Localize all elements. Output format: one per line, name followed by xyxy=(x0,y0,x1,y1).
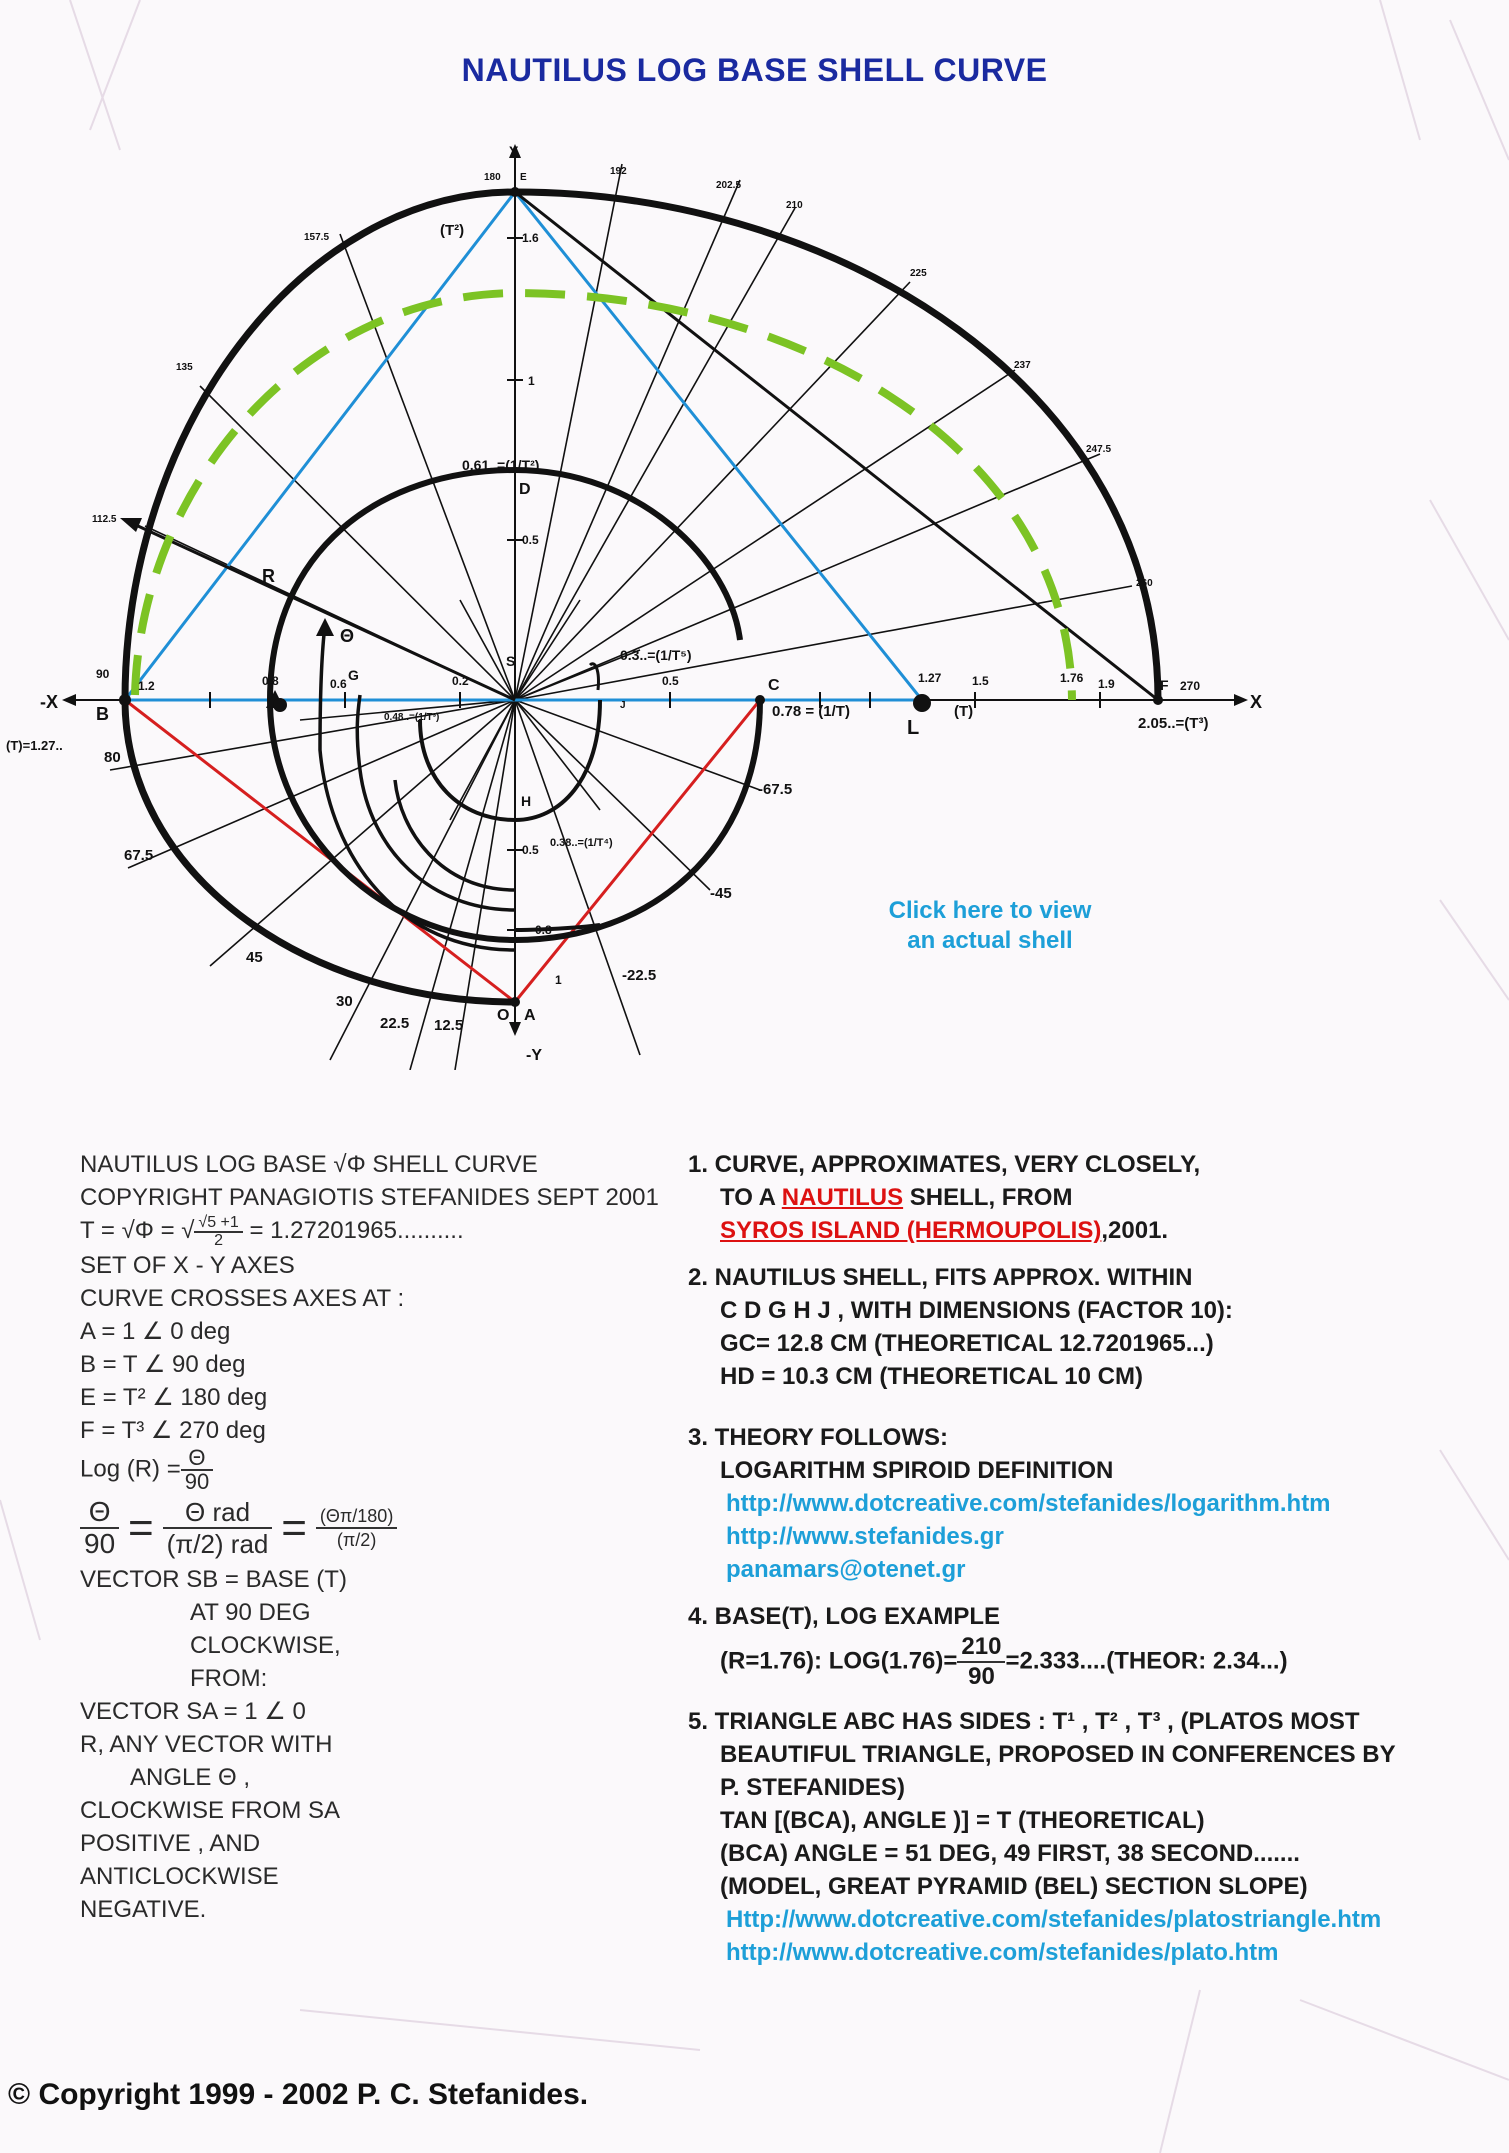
x-tick-1.5: 1.5 xyxy=(972,674,989,688)
right-text-column xyxy=(688,1148,1488,1983)
point-c: C xyxy=(768,677,780,694)
logarithm-link[interactable]: http://www.dotcreative.com/stefanides/logarithm.htm xyxy=(726,1490,1331,1517)
angle-180: 180 xyxy=(484,172,501,183)
angle-135: 135 xyxy=(176,362,193,373)
item-5-line-5: (BCA) ANGLE = 51 DEG, 49 FIRST, 38 SECOND....... xyxy=(720,1840,1300,1867)
left-line-17: R, ANY VECTOR WITH xyxy=(80,1730,333,1758)
x-axis-label: X xyxy=(1250,692,1263,712)
r-label: R xyxy=(262,566,275,586)
angle-neg-67.5: -67.5 xyxy=(758,781,793,798)
eq1-denominator: 90 xyxy=(84,1527,116,1559)
eq-sign-2: = xyxy=(281,1503,307,1553)
log-example-denominator: 90 xyxy=(968,1663,995,1690)
view-shell-link-line2[interactable]: an actual shell xyxy=(907,927,1073,954)
angle-neg-45: -45 xyxy=(710,885,732,902)
t-value: = 1.27201965.......... xyxy=(242,1217,464,1244)
view-shell-link[interactable] xyxy=(860,896,1120,956)
left-line-12: VECTOR SB = BASE (T) xyxy=(80,1565,347,1593)
y-tick-1.6: 1.6 xyxy=(522,231,539,245)
y-axis-label: Y xyxy=(509,143,519,159)
item-2-line-2: C D G H J , WITH DIMENSIONS (FACTOR 10): xyxy=(720,1297,1233,1324)
item-3 xyxy=(688,1421,1488,1586)
angle-260: 260 xyxy=(1136,578,1153,589)
item-1-line-1: 1. CURVE, APPROXIMATES, VERY CLOSELY, xyxy=(688,1151,1201,1178)
blue-triangle xyxy=(125,192,922,700)
angle-30: 30 xyxy=(336,993,353,1010)
t-left-label: (T)=1.27.. xyxy=(6,738,63,753)
log-r-denominator: 90 xyxy=(184,1468,210,1494)
log-example-numerator: 210 xyxy=(957,1633,1005,1663)
left-line-1: NAUTILUS LOG BASE √Φ SHELL CURVE xyxy=(80,1151,538,1178)
x-tick-0.8: 0.8 xyxy=(262,674,279,688)
left-line-4: SET OF X - Y AXES xyxy=(80,1251,295,1279)
left-line-10 xyxy=(80,1444,680,1494)
point-j: J xyxy=(620,700,626,711)
item-5 xyxy=(688,1705,1488,1969)
email-link[interactable]: panamars@otenet.gr xyxy=(726,1556,966,1583)
t2-label: (T²) xyxy=(440,222,465,239)
left-line-6: A = 1 ∠ 0 deg xyxy=(80,1317,231,1345)
angle-210: 210 xyxy=(786,200,803,211)
angle-22.5: 22.5 xyxy=(380,1015,410,1032)
item-2-line-4: HD = 10.3 CM (THEORETICAL 10 CM) xyxy=(720,1363,1143,1390)
angle-157.5: 157.5 xyxy=(304,232,330,243)
eq3-denominator: (π/2) xyxy=(336,1529,377,1550)
angle-202.5: 202.5 xyxy=(716,180,742,191)
log-r-numerator: Θ xyxy=(181,1447,213,1471)
theta-label: Θ xyxy=(340,626,355,646)
item-5-line-6: (MODEL, GREAT PYRAMID (BEL) SECTION SLOPE) xyxy=(720,1873,1308,1900)
item-5-line-2: BEAUTIFUL TRIANGLE, PROPOSED IN CONFERENCES BY xyxy=(720,1741,1396,1768)
t-label: (T) xyxy=(954,703,974,720)
left-line-15: FROM: xyxy=(190,1664,268,1692)
left-line-16: VECTOR SA = 1 ∠ 0 xyxy=(80,1697,306,1725)
x-tick-0.6: 0.6 xyxy=(330,677,347,691)
point-f: F xyxy=(1160,677,1169,693)
left-line-13: AT 90 DEG xyxy=(190,1598,311,1626)
neg-x-axis-label: -X xyxy=(40,692,58,712)
left-line-8: E = T² ∠ 180 deg xyxy=(80,1383,268,1411)
left-line-2: COPYRIGHT PANAGIOTIS STEFANIDES SEPT 2001 xyxy=(80,1184,659,1211)
x-tick-0.5: 0.5 xyxy=(662,674,679,688)
stefanides-link[interactable]: http://www.stefanides.gr xyxy=(726,1523,1004,1550)
item-3-line-2: LOGARITHM SPIROID DEFINITION xyxy=(720,1457,1114,1484)
copyright-footer: © Copyright 1999 - 2002 P. C. Stefanides. xyxy=(8,2078,589,2111)
angle-45: 45 xyxy=(246,949,263,966)
item-2 xyxy=(688,1261,1488,1393)
left-text-column xyxy=(80,1148,680,1926)
x-tick-270: 270 xyxy=(1180,679,1201,693)
item-5-line-1: 5. TRIANGLE ABC HAS SIDES : T¹ , T² , T³ , (PLATOS MOST xyxy=(688,1708,1360,1735)
outer-spiral xyxy=(125,192,1158,1002)
left-line-3 xyxy=(80,1214,680,1249)
left-line-19: CLOCKWISE FROM SA xyxy=(80,1796,341,1824)
left-line-7: B = T ∠ 90 deg xyxy=(80,1350,246,1378)
item-4-line-2: (R=1.76): LOG(1.76)= $\frac{210}{90}$ =2.333....(THEOR: 2.34...) xyxy=(720,1633,1288,1690)
left-line-14: CLOCKWISE, xyxy=(190,1631,341,1659)
item-3-line-1: 3. THEORY FOLLOWS: xyxy=(688,1424,949,1451)
left-line-5: CURVE CROSSES AXES AT : xyxy=(80,1284,405,1312)
point-d: D xyxy=(519,481,531,498)
point-o: O xyxy=(497,1007,510,1024)
eq-sign-1: = xyxy=(128,1503,154,1553)
point-h: H xyxy=(521,793,532,809)
y-tick-neg-0.5: 0.5 xyxy=(522,843,539,857)
item-1 xyxy=(688,1148,1488,1247)
point-l: L xyxy=(907,717,920,739)
h-note: 0.38..=(1/T⁴) xyxy=(550,837,613,849)
item-2-line-3: GC= 12.8 CM (THEORETICAL 12.7201965...) xyxy=(720,1330,1214,1357)
item-4 xyxy=(688,1600,1488,1691)
point-b: B xyxy=(96,704,109,724)
left-line-18: ANGLE Θ , xyxy=(130,1763,251,1791)
item-1-line-2: TO A NAUTILUS SHELL, FROM xyxy=(720,1184,1073,1211)
x-tick-1.2: 1.2 xyxy=(138,679,155,693)
phi-numerator: √5 +1 xyxy=(194,1215,242,1233)
angle-237: 237 xyxy=(1014,360,1031,371)
plato-link[interactable]: http://www.dotcreative.com/stefanides/plato.htm xyxy=(726,1939,1279,1966)
phi-denominator: 2 xyxy=(214,1231,224,1249)
eq3-numerator: (Θπ/180) xyxy=(316,1505,397,1529)
c-note: 0.78 = (1/T) xyxy=(772,703,850,720)
angle-192: 192 xyxy=(610,166,627,177)
point-a: A xyxy=(524,1007,536,1024)
angle-225: 225 xyxy=(910,268,927,279)
angle-67.5: 67.5 xyxy=(124,847,154,864)
item-1-line-3: SYROS ISLAND (HERMOUPOLIS),2001. xyxy=(720,1217,1169,1244)
item-5-line-4: TAN [(BCA), ANGLE )] = T (THEORETICAL) xyxy=(720,1807,1205,1834)
item-2-line-1: 2. NAUTILUS SHELL, FITS APPROX. WITHIN xyxy=(688,1264,1193,1291)
d-note: 0.61..=(1/T²) xyxy=(462,457,540,473)
item-4-line-1: 4. BASE(T), LOG EXAMPLE xyxy=(688,1603,1001,1630)
platos-triangle-link[interactable]: Http://www.dotcreative.com/stefanides/platostriangle.htm xyxy=(726,1906,1382,1933)
point-s: S xyxy=(506,653,516,669)
point-e: E xyxy=(520,172,527,183)
y-tick-1: 1 xyxy=(528,374,535,388)
angle-12.5: 12.5 xyxy=(434,1017,464,1034)
left-line-20: POSITIVE , AND xyxy=(80,1829,261,1857)
left-line-21: ANTICLOCKWISE xyxy=(80,1862,279,1890)
nautilus-link[interactable]: NAUTILUS xyxy=(781,1184,904,1211)
angle-112.5: 112.5 xyxy=(92,514,117,525)
x-tick-0.2: 0.2 xyxy=(452,674,469,688)
g-note: 0.48..=(1/T³) xyxy=(384,712,440,723)
t-definition: T = √Φ = √ xyxy=(80,1217,195,1244)
log-r-label: Log (R) = xyxy=(80,1455,181,1482)
x-tick-1.27: 1.27 xyxy=(918,671,942,685)
view-shell-link-line1[interactable]: Click here to view xyxy=(888,897,1092,924)
left-line-22: NEGATIVE. xyxy=(80,1895,207,1923)
point-g: G xyxy=(348,667,359,683)
nautilus-diagram xyxy=(0,130,1509,1070)
y-tick-neg-1: 1 xyxy=(555,973,562,987)
theta-equation xyxy=(80,1497,680,1559)
angle-80: 80 xyxy=(104,749,121,766)
y-tick-neg-0.8: 0.8 xyxy=(535,923,552,937)
f-note: 2.05..=(T³) xyxy=(1138,715,1209,732)
neg-y-axis-label: -Y xyxy=(526,1047,542,1064)
x-tick-1.9: 1.9 xyxy=(1098,677,1115,691)
syros-link[interactable]: SYROS ISLAND (HERMOUPOLIS) xyxy=(720,1217,1102,1244)
j-note: 0.3..=(1/T⁵) xyxy=(620,647,692,663)
eq1-numerator: Θ xyxy=(80,1497,119,1529)
x-tick-90: 90 xyxy=(96,667,110,681)
angle-247.5: 247.5 xyxy=(1086,444,1112,455)
x-tick-1.76: 1.76 xyxy=(1060,671,1084,685)
angle-neg-22.5: -22.5 xyxy=(622,967,657,984)
left-line-9: F = T³ ∠ 270 deg xyxy=(80,1416,266,1444)
y-tick-0.5: 0.5 xyxy=(522,533,539,547)
eq2-numerator: Θ rad xyxy=(163,1497,273,1529)
eq2-denominator: (π/2) rad xyxy=(166,1528,269,1559)
page-title: NAUTILUS LOG BASE SHELL CURVE xyxy=(461,52,1048,88)
item-5-line-3: P. STEFANIDES) xyxy=(720,1774,905,1801)
